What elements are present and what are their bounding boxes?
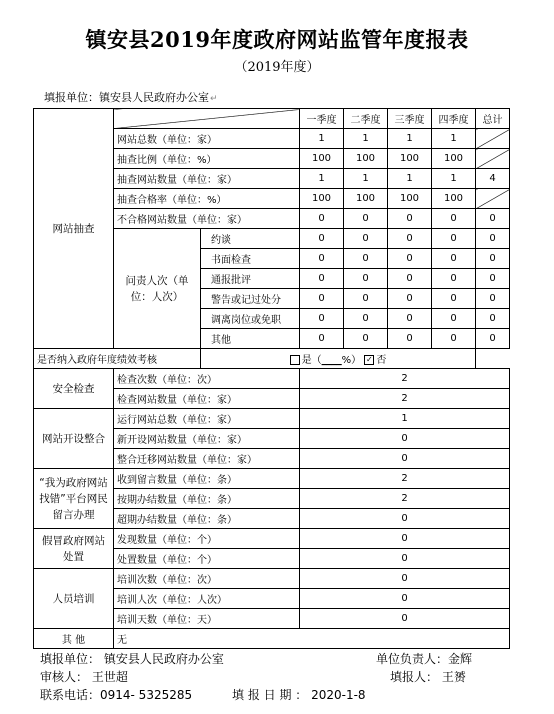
cell-q1: 0 <box>300 229 344 249</box>
row-label: 抽查比例（单位：%） <box>114 149 300 169</box>
header-row <box>34 109 510 129</box>
cell-q2: 0 <box>344 269 388 289</box>
cell-q2: 0 <box>344 229 388 249</box>
row-label: 处置数量（单位：个） <box>114 549 300 569</box>
cell-q3: 100 <box>388 149 432 169</box>
cell-total-blank <box>476 129 510 149</box>
cell-q3: 0 <box>388 309 432 329</box>
header-q2: 二季度 <box>344 109 388 129</box>
header-q4: 四季度 <box>432 109 476 129</box>
row-value: 2 <box>300 469 510 489</box>
cell-q1: 0 <box>300 209 344 229</box>
row-label: 培训次数（单位：次） <box>114 569 300 589</box>
row-label: 超期办结数量（单位：条） <box>114 509 300 529</box>
cell-total: 0 <box>476 309 510 329</box>
cell-q1: 100 <box>300 149 344 169</box>
row-label: 检查网站数量（单位：家） <box>114 389 300 409</box>
row-label: 发现数量（单位：个） <box>114 529 300 549</box>
cell-q4: 0 <box>432 209 476 229</box>
checkbox-no-checked[interactable]: ✓ <box>365 355 373 364</box>
cell-q3: 0 <box>388 249 432 269</box>
row-value: 0 <box>300 589 510 609</box>
header-blank <box>114 109 300 129</box>
cell-q4: 0 <box>432 289 476 309</box>
row-value: 1 <box>300 409 510 429</box>
row-label: 检查次数（单位：次） <box>114 369 300 389</box>
cell-q2: 0 <box>344 309 388 329</box>
cell-q1: 0 <box>300 249 344 269</box>
row-value: 0 <box>300 609 510 629</box>
row-label: 整合迁移网站数量（单位：家） <box>114 449 300 469</box>
row-label: 抽查合格率（单位：%） <box>114 189 300 209</box>
reporting-unit-top: 填报单位：镇安县人民政府办公室↵ <box>44 91 218 104</box>
row-label: 其他 <box>201 329 300 349</box>
cell-total: 4 <box>476 169 510 189</box>
section-message: “我为政府网站找错”平台网民留言办理 <box>34 469 114 529</box>
table-row <box>34 529 510 549</box>
cell-q3: 0 <box>388 329 432 349</box>
cell-q1: 100 <box>300 189 344 209</box>
row-label: 培训天数（单位：天） <box>114 609 300 629</box>
footer-unit: 填报单位： 镇安县人民政府办公室 <box>40 652 224 666</box>
footer-phone: 联系电话：0914- 5325285 <box>40 688 193 702</box>
cell-q3: 1 <box>388 129 432 149</box>
row-value: 0 <box>300 509 510 529</box>
row-label: 运行网站总数（单位：家） <box>114 409 300 429</box>
cell-q4: 0 <box>432 329 476 349</box>
row-label: 调离岗位或免职 <box>201 309 300 329</box>
footer-reviewer: 审核人： 王世超 <box>40 670 128 684</box>
cell-q3: 0 <box>388 209 432 229</box>
cell-q1: 0 <box>300 309 344 329</box>
cell-total: 0 <box>476 249 510 269</box>
report-table <box>33 108 510 649</box>
cell-q1: 0 <box>300 329 344 349</box>
cell-q4: 0 <box>432 249 476 269</box>
row-label: 书面检查 <box>201 249 300 269</box>
cell-q3: 0 <box>388 229 432 249</box>
cell-q3: 0 <box>388 289 432 309</box>
cell-q2: 1 <box>344 169 388 189</box>
cell-q2: 0 <box>344 209 388 229</box>
section-fake: 假冒政府网站处置 <box>34 529 114 569</box>
cell-q2: 0 <box>344 249 388 269</box>
section-security: 安全检查 <box>34 369 114 409</box>
table-row <box>34 469 510 489</box>
table-row <box>34 409 510 429</box>
other-value: 无 <box>114 629 510 649</box>
cell-q2: 0 <box>344 329 388 349</box>
cell-q1: 0 <box>300 289 344 309</box>
table-row <box>34 349 510 369</box>
accountability-label: 问责人次（单位：人次） <box>114 229 201 349</box>
cell-q2: 0 <box>344 289 388 309</box>
row-value: 0 <box>300 549 510 569</box>
row-label: 按期办结数量（单位：条） <box>114 489 300 509</box>
row-value: 0 <box>300 449 510 469</box>
report-subtitle: （2019年度） <box>234 60 320 75</box>
cell-total: 0 <box>476 269 510 289</box>
table-row <box>34 569 510 589</box>
row-label: 抽查网站数量（单位：家） <box>114 169 300 189</box>
cell-total-blank <box>476 189 510 209</box>
header-q3: 三季度 <box>388 109 432 129</box>
section-training: 人员培训 <box>34 569 114 629</box>
section-consolidation: 网站开设整合 <box>34 409 114 469</box>
row-label: 培训人次（单位：人次） <box>114 589 300 609</box>
cell-q4: 1 <box>432 169 476 189</box>
row-label: 收到留言数量（单位：条） <box>114 469 300 489</box>
report-title: 镇安县2019年度政府网站监管年度报表 <box>85 27 469 52</box>
cell-q2: 100 <box>344 149 388 169</box>
row-label: 通报批评 <box>201 269 300 289</box>
cell-q4: 100 <box>432 149 476 169</box>
cell-total: 0 <box>476 229 510 249</box>
performance-choice: 是（____%） ✓ 否 <box>201 349 476 369</box>
cell-total: 0 <box>476 329 510 349</box>
cell-q4: 100 <box>432 189 476 209</box>
cell-q1: 1 <box>300 169 344 189</box>
table-row <box>34 369 510 389</box>
cell-total: 0 <box>476 209 510 229</box>
checkbox-yes[interactable] <box>290 355 300 365</box>
cell-q4: 0 <box>432 229 476 249</box>
cell-total-blank <box>476 149 510 169</box>
footer-leader: 单位负责人：金辉 <box>376 652 473 666</box>
cell-q2: 100 <box>344 189 388 209</box>
cell-q1: 0 <box>300 269 344 289</box>
row-value: 0 <box>300 529 510 549</box>
cell-q4: 0 <box>432 269 476 289</box>
row-label: 网站总数（单位：家） <box>114 129 300 149</box>
row-value: 2 <box>300 389 510 409</box>
footer-date: 填 报 日 期 ： 2020-1-8 <box>232 688 366 702</box>
cell-q4: 0 <box>432 309 476 329</box>
row-label: 不合格网站数量（单位：家） <box>114 209 300 229</box>
cell-q4: 1 <box>432 129 476 149</box>
row-label: 约谈 <box>201 229 300 249</box>
section-other: 其 他 <box>34 629 114 649</box>
table-row <box>34 629 510 649</box>
cell-q2: 1 <box>344 129 388 149</box>
header-total: 总计 <box>476 109 510 129</box>
row-value: 2 <box>300 369 510 389</box>
cell-q1: 1 <box>300 129 344 149</box>
row-label: 警告或记过处分 <box>201 289 300 309</box>
section-site-check: 网站抽查 <box>34 109 114 349</box>
cell-q3: 100 <box>388 189 432 209</box>
row-value: 0 <box>300 429 510 449</box>
cell-q3: 1 <box>388 169 432 189</box>
footer-filler: 填报人： 王赟 <box>390 670 466 684</box>
row-value: 2 <box>300 489 510 509</box>
cell-q3: 0 <box>388 269 432 289</box>
header-q1: 一季度 <box>300 109 344 129</box>
cell-total: 0 <box>476 289 510 309</box>
row-label: 新开设网站数量（单位：家） <box>114 429 300 449</box>
row-value: 0 <box>300 569 510 589</box>
row-label: 是否纳入政府年度绩效考核 <box>34 349 201 369</box>
